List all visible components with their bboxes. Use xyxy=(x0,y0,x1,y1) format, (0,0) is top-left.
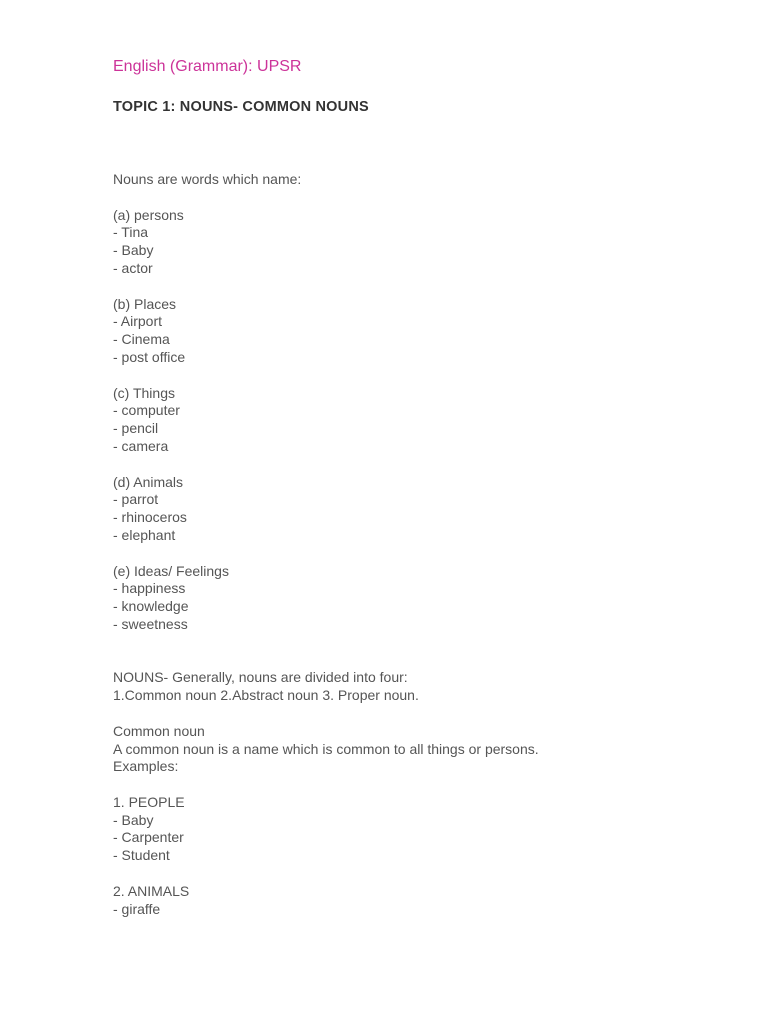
text-line: - actor xyxy=(113,259,153,276)
text-line: - Student xyxy=(113,847,170,864)
text-line: - knowledge xyxy=(113,598,189,615)
text-line: A common noun is a name which is common to all things or persons. xyxy=(113,740,539,757)
blank-line xyxy=(113,705,539,723)
text-line: - parrot xyxy=(113,491,159,508)
blank-line xyxy=(113,776,539,794)
text-line: - Baby xyxy=(113,242,154,259)
text-line: 1. PEOPLE xyxy=(113,793,185,810)
text-line: - sweetness xyxy=(113,615,188,632)
text-line: - Carpenter xyxy=(113,829,184,846)
blank-line xyxy=(113,865,539,883)
text-line: - camera xyxy=(113,437,169,454)
text-line: - giraffe xyxy=(113,900,161,917)
text-line: (e) Ideas/ Feelings xyxy=(113,562,229,579)
text-line: - post office xyxy=(113,348,186,365)
text-line: - Tina xyxy=(113,224,149,241)
topic-title: TOPIC 1: NOUNS- COMMON NOUNS xyxy=(113,99,369,115)
blank-line xyxy=(113,278,539,296)
text-line: Nouns are words which name: xyxy=(113,171,302,187)
text-line: - Cinema xyxy=(113,331,170,348)
text-line: (d) Animals xyxy=(113,473,184,490)
blank-line xyxy=(113,367,539,385)
text-line: - pencil xyxy=(113,420,159,437)
text-line: - Airport xyxy=(113,313,163,330)
blank-line xyxy=(113,652,539,670)
blank-line xyxy=(113,189,539,207)
text-line: - elephant xyxy=(113,526,176,543)
blank-line xyxy=(113,634,539,652)
text-line: (c) Things xyxy=(113,384,175,401)
text-line: - rhinoceros xyxy=(113,509,187,526)
text-line: NOUNS- Generally, nouns are divided into four: xyxy=(113,669,408,686)
text-line: (b) Places xyxy=(113,295,177,312)
document-body xyxy=(113,171,539,918)
text-line: - happiness xyxy=(113,580,186,597)
text-line: 1.Common noun 2.Abstract noun 3. Proper noun. xyxy=(113,687,419,704)
text-line: - computer xyxy=(113,402,180,419)
text-line: 2. ANIMALS xyxy=(113,882,190,899)
blank-line xyxy=(113,545,539,563)
text-line: (a) persons xyxy=(113,206,184,223)
text-line: Examples: xyxy=(113,758,179,775)
blank-line xyxy=(113,456,539,474)
document-heading: English (Grammar): UPSR xyxy=(113,58,302,75)
text-line: - Baby xyxy=(113,811,154,828)
text-line: Common noun xyxy=(113,722,205,739)
